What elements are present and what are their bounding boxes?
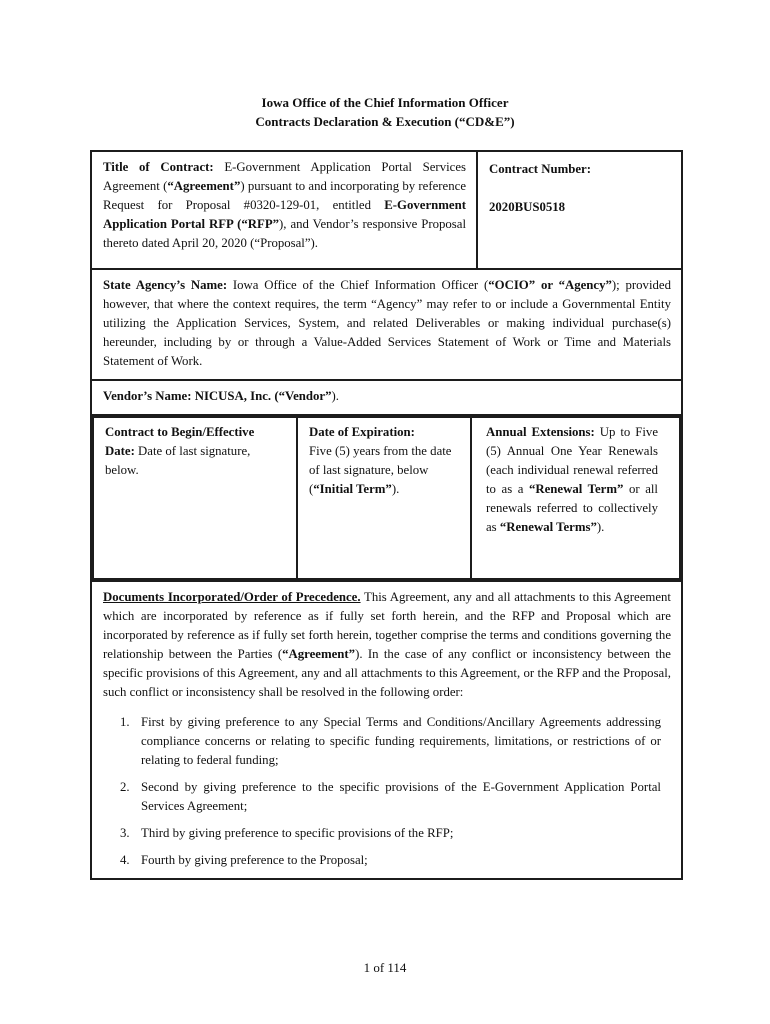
documents-paragraph — [103, 588, 671, 702]
documents-row — [91, 581, 682, 879]
state-agency-cell — [91, 269, 682, 380]
title-of-contract-label: Title of Contract: — [103, 160, 214, 174]
documents-text-1: This Agreement, any and all attachments to this Agreement which are incorporated by reference as if fully set forth herein, and the RFP and Proposal which are incorporated by reference as if fully set forth herein, together comprise the terms and conditions governing the relationship between the Parties ( — [103, 590, 671, 661]
list-item — [103, 851, 671, 870]
extensions-text-1: Up to Five (5) Annual One Year Renewals (each individual renewal referred to as a — [486, 425, 659, 496]
extensions-text-2: or all renewals referred to collectively as — [486, 482, 658, 534]
list-item-number: 2. — [120, 780, 130, 794]
vendor-text-end: ). — [331, 389, 339, 403]
header-document-title: Contracts Declaration & Execution (“CD&E”) — [255, 114, 515, 129]
begin-date-label-line2: Date: — [105, 444, 135, 458]
documents-heading: Documents Incorporated/Order of Precedence. — [103, 590, 361, 604]
begin-date-label-line1: Contract to Begin/Effective — [105, 425, 255, 439]
annual-extensions-cell — [471, 417, 680, 579]
expiration-initial-term: “Initial Term” — [313, 482, 392, 496]
state-agency-ocio-term: “OCIO” or “Agency” — [488, 278, 612, 292]
term-dates-row — [91, 415, 682, 581]
begin-date-cell — [93, 417, 297, 579]
title-of-contract-cell — [91, 151, 477, 269]
expiration-text-2: ). — [391, 482, 400, 496]
title-rfp-name: E-Government Application Portal RFP ( — [103, 198, 466, 231]
term-dates-cell — [91, 415, 682, 581]
page-number: 1 of 114 — [363, 960, 407, 975]
term-dates-subtable — [92, 416, 681, 580]
title-text-3: ), and Vendor’s responsive Proposal thereto dated April 20, 2020 (“Proposal”). — [103, 217, 466, 250]
state-agency-row — [91, 269, 682, 380]
state-agency-text-1: Iowa Office of the Chief Information Officer ( — [227, 278, 489, 292]
extensions-renewal-terms: “Renewal Terms” — [499, 520, 597, 534]
vendor-term: “Vendor” — [278, 389, 332, 403]
state-agency-label: State Agency’s Name: — [103, 278, 228, 292]
contract-number-cell — [477, 151, 682, 269]
list-item-text: Fourth by giving preference to the Proposal; — [141, 853, 368, 867]
documents-text-2: ). In the case of any conflict or inconsistency between the specific provisions of this Agreement, any and all attachments to this Agreement, or the RFP and the Proposal, such conflict or inconsistency shall be resolved in the following order: — [103, 647, 671, 699]
list-item-number: 1. — [120, 715, 130, 729]
expiration-cell — [297, 417, 471, 579]
list-item-text: Second by giving preference to the specific provisions of the E-Government Application Portal Services Agreement; — [141, 780, 661, 813]
extensions-renewal-term: “Renewal Term” — [528, 482, 624, 496]
begin-date-text: Date of last signature, below. — [105, 444, 251, 477]
expiration-label: Date of Expiration: — [309, 425, 415, 439]
precedence-list — [103, 713, 671, 870]
title-text-1: E-Government Application Portal Services Agreement ( — [103, 160, 466, 193]
expiration-text-1: Five (5) years from the date of last signature, below ( — [309, 444, 452, 496]
list-item-text: Third by giving preference to specific provisions of the RFP; — [141, 826, 454, 840]
state-agency-text-2: ); provided however, that where the context requires, the term “Agency” may refer to or include a Governmental Entity utilizing the Application Services, System, and related Deliverables or making individual purchase(s) hereunder, including by or through a Value-Added Services Statement of Work or Time and Materials Statement of Work. — [103, 278, 671, 368]
list-item — [103, 824, 671, 843]
contract-number-label: Contract Number: — [489, 162, 591, 176]
list-item-number: 4. — [120, 853, 130, 867]
vendor-row — [91, 380, 682, 415]
header-office-title: Iowa Office of the Chief Information Officer — [261, 95, 509, 110]
list-item-number: 3. — [120, 826, 130, 840]
title-rfp-term: “RFP” — [241, 217, 280, 231]
contract-declaration-table — [90, 150, 683, 880]
documents-cell — [91, 581, 682, 879]
title-agreement-term: “Agreement” — [167, 179, 241, 193]
extensions-text-3: ). — [596, 520, 605, 534]
document-header — [0, 93, 770, 131]
contract-number-value: 2020BUS0518 — [489, 200, 566, 214]
vendor-cell — [91, 380, 682, 415]
title-text-2: ) pursuant to and incorporating by reference Request for Proposal #0320-129-01, entitled — [103, 179, 466, 212]
list-item — [103, 778, 671, 816]
list-item-text: First by giving preference to any Special Terms and Conditions/Ancillary Agreements addressing compliance concerns or relating to specific funding requirements, limitations, or restrictions of or relating to federal funding; — [141, 715, 661, 767]
title-row — [91, 151, 682, 269]
vendor-label: Vendor’s Name: NICUSA, Inc. ( — [103, 389, 279, 403]
list-item — [103, 713, 671, 770]
extensions-label: Annual Extensions: — [486, 425, 595, 439]
documents-agreement-term: “Agreement” — [282, 647, 356, 661]
